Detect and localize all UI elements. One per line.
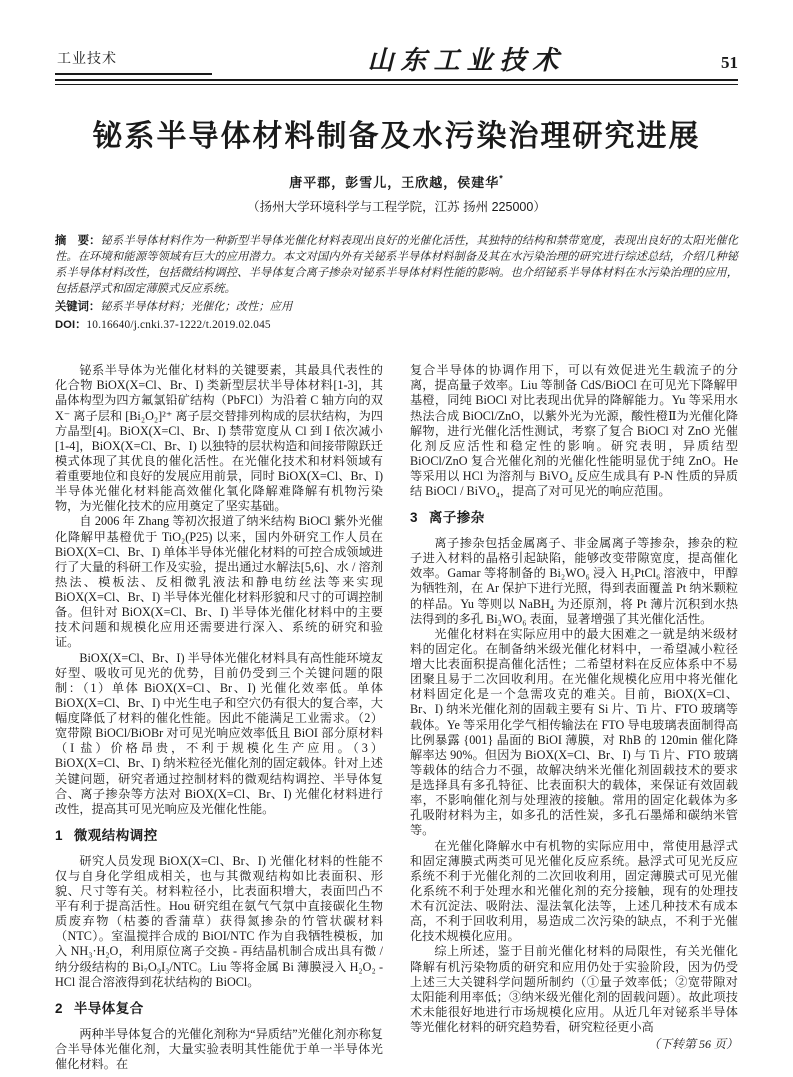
section-heading-doping (410, 510, 738, 527)
corresponding-author-mark: * (499, 173, 504, 184)
paragraph-microstructure: 研究人员发现 BiOX(X=Cl、Br、I) 光催化材料的性能不仅与自身化学组成相关，也与其微观结构如比表面积、形貌、尺寸等有关。材料粒径小，比表面积增大，表面凹凸不平有利于提高活性。Hou 研究组在氨气气氛中直接碳化生物质废弃物（枯萎的香蒲草）获得氮掺杂的竹管状碳材料（NTC）。室温搅拌合成的 BiOI/NTC 作为自我牺牲模板，加入 NH₃·H₂O，利用原位离子交换 - 再结晶机制合成出具有微 / 纳分级结构的 Bi₇O₉I₃/NTC。Liu 等将金属 Bi 薄膜浸入 H₂O₂ - HCl 混合溶液得到花状结构的 BiOCl。 (55, 853, 383, 989)
section-number: 1 (55, 827, 64, 843)
section-title: 离子掺杂 (428, 510, 485, 526)
keywords-text: 铋系半导体材料；光催化；改性；应用 (100, 301, 293, 314)
section-number: 2 (55, 1000, 64, 1016)
continued-on-page-note: （下转第 56 页） (647, 1037, 738, 1052)
keywords-line (55, 299, 738, 315)
keywords-label: 关键词： (55, 301, 101, 314)
authors-line (55, 172, 738, 191)
section-title: 半导体复合 (73, 1000, 144, 1016)
abstract-block (55, 233, 738, 297)
authors-names: 唐平郡，彭雪儿，王欣越，侯建华 (289, 175, 500, 190)
abstract-text: 铋系半导体材料作为一种新型半导体光催化材料表现出良好的光催化活性，其独特的结构和禁带宽度，表现出良好的太阳光催化性。在环境和能源等领域有巨大的应用潜力。本文对国内外有关铋系半导体材料制备及其在水污染治理的研究进行综述总结，介绍几种铋系半导体材料改性，包括微结构调控、半导体复合离子掺杂对铋系半导体材料性能的影响。也介绍铋系半导体材料在水污染治理的应用，包括悬浮式和固定薄膜式反应系统。 (55, 235, 738, 296)
header-section-label: 工业技术 (55, 48, 212, 75)
doi-label: DOI： (55, 319, 87, 332)
section-heading-composite (55, 1001, 383, 1018)
section-heading-microstructure (55, 828, 383, 845)
doi-line (55, 317, 738, 333)
right-column (410, 363, 738, 1072)
header-divider (55, 79, 738, 85)
paragraph-composite-cont: 复合半导体的协调作用下，可以有效促进光生载流子的分离，提高量子效率。Liu 等制备 CdS/BiOCl 在可见光下降解甲基橙，同纯 BiOCl 对比表现出优异的降解能力。Yu 等采用水热法合成 BiOCl/ZnO，以紫外光为光源，酸性橙Ⅱ为光催化降解物，进行光催化活性测试，考察了复合 BiOCl 对 ZnO 光催化剂反应活性和稳定性的影响。研究表明，异质结型 BiOCl/ZnO 复合光催化剂的光催化性能明显优于纯 ZnO。He 等采用以 HCl 为溶剂与 BiVO₄ 反应生成具有 P-N 性质的异质结 BiOCl / BiVO₄，提高了对可见光的响应范围。 (410, 363, 738, 499)
paragraph-summary: 综上所述，鉴于目前光催化材料的局限性，有关光催化降解有机污染物质的研究和应用仍处于实验阶段，因为仍受上述三大关键科学问题所制约（①量子效率低；②宽带隙对太阳能利用率低；③纳米级光催化剂的固载问题）。故此项技术未能很好地进行市场规模化应用。从近几年对铋系半导体等光催化材料的研究趋势看，研究粒径更小高 (410, 944, 738, 1035)
abstract-label: 摘 要： (55, 235, 101, 247)
paragraph-doping: 离子掺杂包括金属离子、非金属离子等掺杂，掺杂的粒子进入材料的晶格引起缺陷，能够改变带隙宽度，提高催化效率。Gamar 等将制备的 Bi₂WO₆ 浸入 H₂PtCl₆ 溶液中，甲醇为牺牲剂，在 Ar 保护下进行光照，得到表面覆盖 Pt 纳米颗粒的样品。Yu 等则以 NaBH₄ 为还原剂，将 Pt 薄片沉积到水热法得到的多孔 Bi₂WO₆ 表面，显著增强了其光催化活性。 (410, 536, 738, 626)
paragraph-intro-2: 自 2006 年 Zhang 等初次报道了纳米结构 BiOCl 紫外光催化降解甲基橙优于 TiO₂(P25) 以来，国内外研究工作人员在 BiOX(X=Cl、Br、I) 单体半导体光催化材料的可控合成领域进行了大量的科研工作及实验，提出通过水解法[5,6]、水 / 溶剂热法、模板法、反相微乳液法和静电纺丝法等来实现 BiOX(X=Cl、Br、I) 半导体光催化材料形貌和尺寸的可调控制备。但针对 BiOX(X=Cl、Br、I) 半导体光催化材料中的主要技术问题和规模化应用还需要进行深入、系统的研究和验证。 (55, 514, 383, 650)
journal-title: 山东工业技术 (367, 46, 566, 75)
paragraph-composite-start: 两种半导体复合的光催化剂称为“异质结”光催化剂亦称复合半导体光催化剂，大量实验表明其性能优于单一半导体光催化材料。在 (55, 1026, 383, 1071)
affiliation-line: （扬州大学环境科学与工程学院，江苏 扬州 225000） (247, 200, 546, 214)
paragraph-reaction-systems: 在光催化降解水中有机物的实际应用中，常使用悬浮式和固定薄膜式两类可见光催化反应系统。悬浮式可见光反应系统不利于光催化剂的二次回收利用，固定薄膜式可见光催化系统不利于处理水和光催化剂的充分接触，现有的处理技术有沉淀法、吸附法、湿法氧化法等，上述几种技术有成本高，不利于回收利用，易造成二次污染的缺点，不利于光催化技术规模化应用。 (410, 838, 738, 944)
journal-header (55, 38, 738, 85)
page-number: 51 (720, 53, 738, 72)
header-row (55, 38, 738, 75)
section-title: 微观结构调控 (73, 827, 158, 843)
section-number: 3 (410, 510, 419, 526)
paragraph-intro-1: 铋系半导体为光催化材料的关键要素，其最具代表性的化合物 BiOX(X=Cl、Br、I) 类新型层状半导体材料[1-3]，其晶体构型为四方氟氯铅矿结构（PbFCl）为沿着 C 轴方向的双 X⁻ 离子层和 [Bi₂O₂]²⁺ 离子层交替排列构成的层状结构，为四方晶型[4]。BiOX(X=Cl、Br、I) 禁带宽度从 Cl 到 I 依次减小[1-4]，BiOX(X=Cl、Br、I) 以独特的层状构造和间接带隙跃迁模式体现了其优良的催化活性。在光催化技术和材料领域有着重要地位和良好的发展应用前景，同时 BiOX(X=Cl、Br、I) 半导体光催化材料能高效催化氧化降解难降解有机物污染物，为光催化技术的应用奠定了坚实基础。 (55, 363, 383, 514)
left-column (55, 363, 383, 1072)
doi-value: 10.16640/j.cnki.37-1222/t.2019.02.045 (86, 319, 271, 332)
paragraph-immobilization: 光催化材料在实际应用中的最大困难之一就是纳米级材料的固定化。在制备纳米级光催化材料中，一希望减小粒径增大比表面积提高催化活性；二希望材料在反应体系中不易团聚且易于二次回收利用。在光催化规模化应用中将光催化材料固定化是一个急需攻克的难关。目前，BiOX(X=Cl、Br、I) 纳米光催化剂的固载主要有 Si 片、Ti 片、FTO 玻璃等载体。Ye 等采用化学气相传输法在 FTO 导电玻璃表面制得高比例暴露 {001} 晶面的 BiOI 薄膜，对 RhB 的 120min 催化降解率达 90%。但因为 BiOX(X=Cl、Br、I) 与 Ti 片、FTO 玻璃等载体的结合力不强，故解决纳米光催化剂固载技术的要求是选择具有多孔特征、比表面积大的载体，来保证有效固载率，不影响催化剂与处理液的接触。常用的固定化载体为多孔吸附材料为主，如多孔的活性炭，多孔石墨烯和碳纳米管等。 (410, 626, 738, 838)
article-body (55, 363, 738, 1072)
paragraph-intro-3: BiOX(X=Cl、Br、I) 半导体光催化材料具有高性能环境友好型、吸收可见光的优势，目前仍受到三个关键问题的限制：（1）单体 BiOX(X=Cl、Br、I) 光催化效率低。单体 BiOX(X=Cl、Br、I) 中光生电子和空穴仍有很大的复合率，大幅度降低了材料的催化性能。因此不能满足工业需求。（2）宽带隙 BiOCl/BiOBr 对可见光响应效率低且 BiOI 部分原材料（I 盐）价格昂贵，不利于规模化生产应用。（3）BiOX(X=Cl、Br、I) 纳米粒径光催化剂的固定载体。针对上述关键问题，研究者通过控制材料的微观结构调控、半导体复合、离子掺杂等方法对 BiOX(X=Cl、Br、I) 光催化材料进行改性，提高其可见光响应及光催化性能。 (55, 650, 383, 816)
article-title: 铋系半导体材料制备及水污染治理研究进展 (92, 120, 701, 153)
